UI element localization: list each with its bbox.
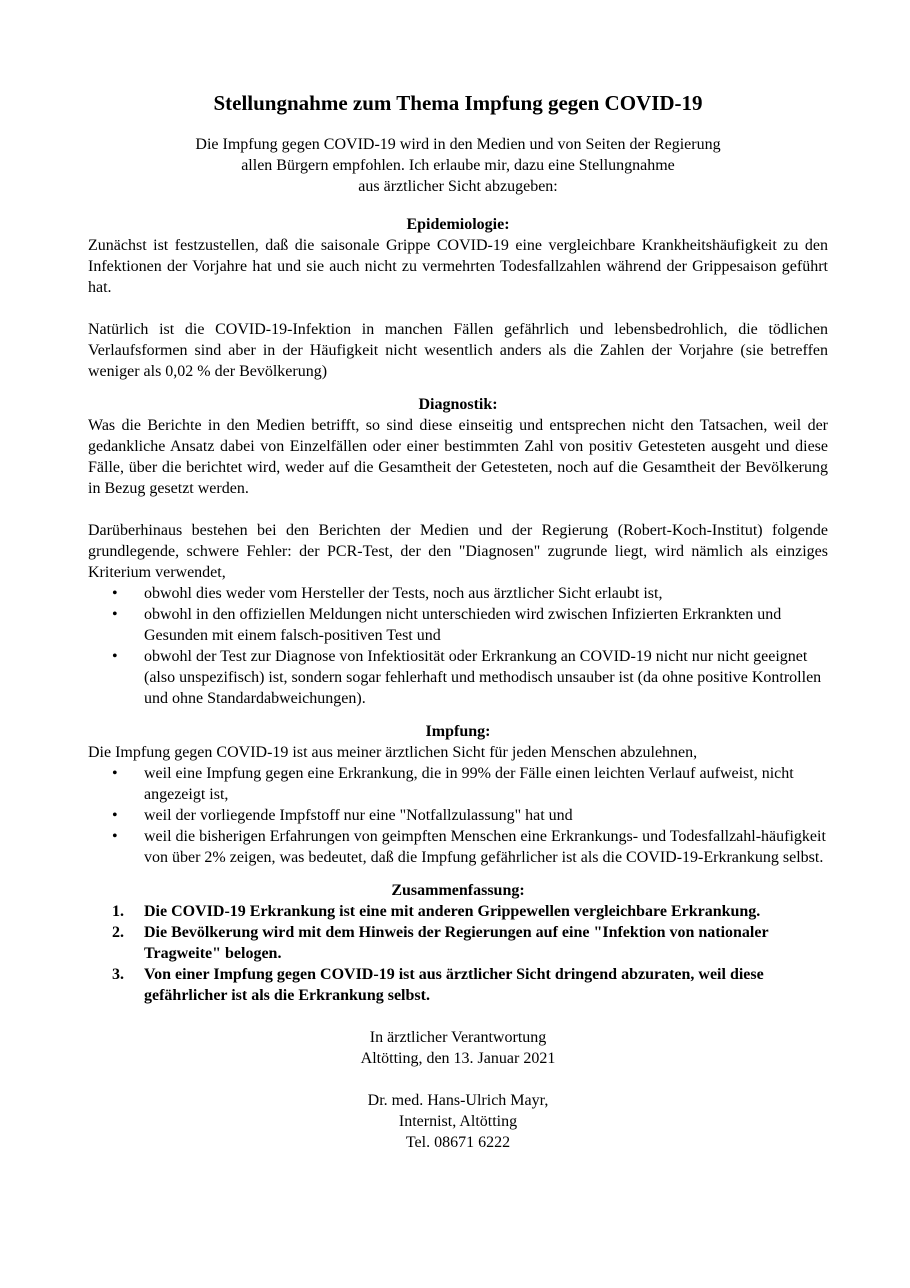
list-item bbox=[88, 763, 828, 805]
intro-line: allen Bürgern empfohlen. Ich erlaube mir, dazu eine Stellungnahme bbox=[241, 157, 675, 174]
list-item bbox=[88, 805, 828, 826]
heading-diagnostik: Diagnostik: bbox=[418, 396, 498, 413]
closing-block bbox=[88, 1027, 828, 1153]
place-date: Altötting, den 13. Januar 2021 bbox=[360, 1050, 556, 1067]
list-item-text: Die COVID-19 Erkrankung ist eine mit anderen Grippewellen vergleichbare Erkrankung. bbox=[144, 903, 761, 920]
intro-line: Die Impfung gegen COVID-19 wird in den Medien und von Seiten der Regierung bbox=[195, 136, 721, 153]
epidemiologie-paragraph-2: Natürlich ist die COVID-19-Infektion in manchen Fällen gefährlich und lebensbedrohlich, die tödlichen Verlaufsformen sind aber in der Häufigkeit nicht wesentlich anders als die Zahlen der Vorjahre (sie betreffen weniger als 0,02 % der Bevölkerung) bbox=[88, 321, 828, 380]
author-phone: Tel. 08671 6222 bbox=[405, 1134, 511, 1151]
document-title: Stellungnahme zum Thema Impfung gegen COVID-19 bbox=[213, 91, 703, 115]
list-item bbox=[88, 901, 828, 922]
list-item-text: Von einer Impfung gegen COVID-19 ist aus ärztlicher Sicht dringend abzuraten, weil diese gefährlicher ist als die Erkrankung selbst. bbox=[144, 966, 764, 1004]
list-number: 2. bbox=[112, 924, 124, 941]
bullet-glyph: • bbox=[112, 606, 118, 623]
heading-zusammenfassung: Zusammenfassung: bbox=[391, 882, 525, 899]
epidemiologie-paragraph-1: Zunächst ist festzustellen, daß die saisonale Grippe COVID-19 eine vergleichbare Krankheitshäufigkeit zu den Infektionen der Vorjahre hat und sie auch nicht zu vermehrten Todesfallzahlen während der Grippesaison geführt hat. bbox=[88, 237, 828, 296]
document-page bbox=[88, 90, 828, 1153]
bullet-glyph: • bbox=[112, 828, 118, 845]
impfung-bullet-list bbox=[88, 763, 828, 868]
diagnostik-paragraph-1: Was die Berichte in den Medien betrifft, so sind diese einseitig und entsprechen nicht den Tatsachen, weil der gedankliche Ansatz dabei von Einzelfällen oder einer bestimmten Zahl von positiv Getesteten ausgeht und diese Fälle, über die berichtet wird, weder auf die Gesamtheit der Getesteten, noch auf die Gesamtheit der Bevölkerung in Bezug gesetzt werden. bbox=[88, 417, 828, 497]
heading-impfung: Impfung: bbox=[425, 723, 491, 740]
list-number: 1. bbox=[112, 903, 124, 920]
bullet-glyph: • bbox=[112, 807, 118, 824]
list-item bbox=[88, 964, 828, 1006]
list-item-text: weil die bisherigen Erfahrungen von geimpften Menschen eine Erkrankungs- und Todesfallzahl-häufigkeit von über 2% zeigen, was bedeutet, daß die Impfung gefährlicher ist als die COVID-19-Erkrankung selbst. bbox=[144, 828, 826, 866]
diagnostik-bullet-list bbox=[88, 583, 828, 709]
bullet-glyph: • bbox=[112, 648, 118, 665]
list-item-text: weil eine Impfung gegen eine Erkrankung, die in 99% der Fälle einen leichten Verlauf aufweist, nicht angezeigt ist, bbox=[144, 765, 794, 803]
heading-epidemiologie: Epidemiologie: bbox=[406, 216, 510, 233]
intro-paragraph bbox=[88, 134, 828, 197]
bullet-glyph: • bbox=[112, 585, 118, 602]
closing-line: In ärztlicher Verantwortung bbox=[369, 1029, 547, 1046]
intro-line: aus ärztlicher Sicht abzugeben: bbox=[358, 178, 558, 195]
list-item bbox=[88, 922, 828, 964]
list-number: 3. bbox=[112, 966, 124, 983]
list-item bbox=[88, 646, 828, 709]
list-item-text: obwohl dies weder vom Hersteller der Tests, noch aus ärztlicher Sicht erlaubt ist, bbox=[144, 585, 663, 602]
summary-numbered-list bbox=[88, 901, 828, 1006]
list-item-text: obwohl in den offiziellen Meldungen nicht unterschieden wird zwischen Infizierten Erkrankten und Gesunden mit einem falsch-positiven Test und bbox=[144, 606, 782, 644]
impfung-paragraph: Die Impfung gegen COVID-19 ist aus meiner ärztlichen Sicht für jeden Menschen abzulehnen, bbox=[88, 744, 698, 761]
list-item-text: weil der vorliegende Impfstoff nur eine "Notfallzulassung" hat und bbox=[144, 807, 573, 824]
list-item bbox=[88, 604, 828, 646]
diagnostik-paragraph-2: Darüberhinaus bestehen bei den Berichten der Medien und der Regierung (Robert-Koch-Institut) folgende grundlegende, schwere Fehler: der PCR-Test, der den "Diagnosen" zugrunde liegt, wird nämlich als einziges Kriterium verwendet, bbox=[88, 522, 828, 581]
author-name: Dr. med. Hans-Ulrich Mayr, bbox=[367, 1092, 549, 1109]
list-item-text: obwohl der Test zur Diagnose von Infektiosität oder Erkrankung an COVID-19 nicht nur nicht geeignet (also unspezifisch) ist, sondern sogar fehlerhaft und methodisch unsauber ist (da ohne positive Kontrollen und ohne Standardabweichungen). bbox=[144, 648, 822, 707]
list-item-text: Die Bevölkerung wird mit dem Hinweis der Regierungen auf eine "Infektion von nationaler Tragweite" belogen. bbox=[144, 924, 769, 962]
list-item bbox=[88, 826, 828, 868]
list-item bbox=[88, 583, 828, 604]
bullet-glyph: • bbox=[112, 765, 118, 782]
author-role: Internist, Altötting bbox=[398, 1113, 518, 1130]
